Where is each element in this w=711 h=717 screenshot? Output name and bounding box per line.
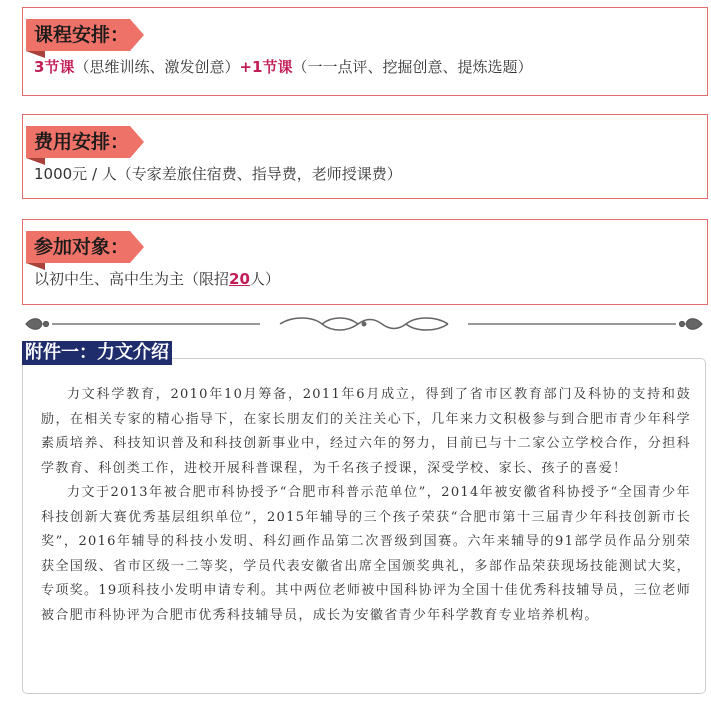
intro-paragraph-2: 力文于2013年被合肥市科协授予“合肥市科普示范单位”，2014年被安徽省科协授予“全国青少年科技创新大赛优秀基层组织单位”，2015年辅导的三个孩子荣获“合肥市第十三届青少年科技创新市长奖”，2016年辅导的科技小发明、科幻画作品第二次晋级到国赛。六年来辅导的91部学员作品分别荣获全国级、省市区级一二等奖，学员代表安徽省出席全国颁奖典礼，多部作品荣获现场技能测试大奖，专项奖。19项科技小发明申请专利。其中两位老师被中国科协评为全国十佳优秀科技辅导员，三位老师被合肥市科协评为合肥市优秀科技辅导员，成长为安徽省青少年科学教育专业培养机构。: [41, 485, 691, 623]
audience-line: [34, 268, 280, 289]
appendix-title: 附件一：力文介绍: [22, 341, 172, 365]
course-title: 课程安排：: [26, 19, 130, 51]
audience-limit: 20: [229, 270, 250, 288]
audience-section: [22, 219, 708, 305]
course-count-2: +1节课: [239, 58, 293, 76]
ornament-divider: [22, 313, 706, 335]
ornament-right-end: [680, 319, 703, 330]
fee-title: 费用安排：: [26, 126, 130, 158]
course-section: [22, 7, 708, 96]
course-desc-2: （一一点评、挖掘创意、提炼选题）: [292, 58, 533, 76]
fee-section: [22, 114, 708, 199]
audience-prefix: 以初中生、高中生为主（限招: [34, 270, 230, 288]
intro-box: [22, 358, 706, 694]
audience-suffix: 人）: [249, 270, 280, 288]
fee-text: 1000元 / 人（专家差旅住宿费、指导费，老师授课费）: [34, 165, 402, 183]
course-desc-1: （思维训练、激发创意）: [74, 58, 240, 76]
course-line: [34, 56, 532, 77]
audience-title: 参加对象：: [26, 231, 130, 263]
course-count-1: 3节课: [34, 58, 75, 76]
ornament-left-end: [26, 319, 49, 330]
ornament-center-dot: [362, 322, 367, 327]
intro-paragraph-1: 力文科学教育，2010年10月筹备，2011年6月成立，得到了省市区教育部门及科协的支持和鼓励，在相关专家的精心指导下，在家长朋友们的关注关心下，几年来力文积极参与到合肥市青少年科学素质培养、科技知识普及和科技创新事业中，经过六年的努力，目前已与十二家公立学校合作，分担科学教育、科创类工作，进校开展科普课程，为千名孩子授课，深受学校、家长、孩子的喜爱！: [41, 387, 691, 476]
